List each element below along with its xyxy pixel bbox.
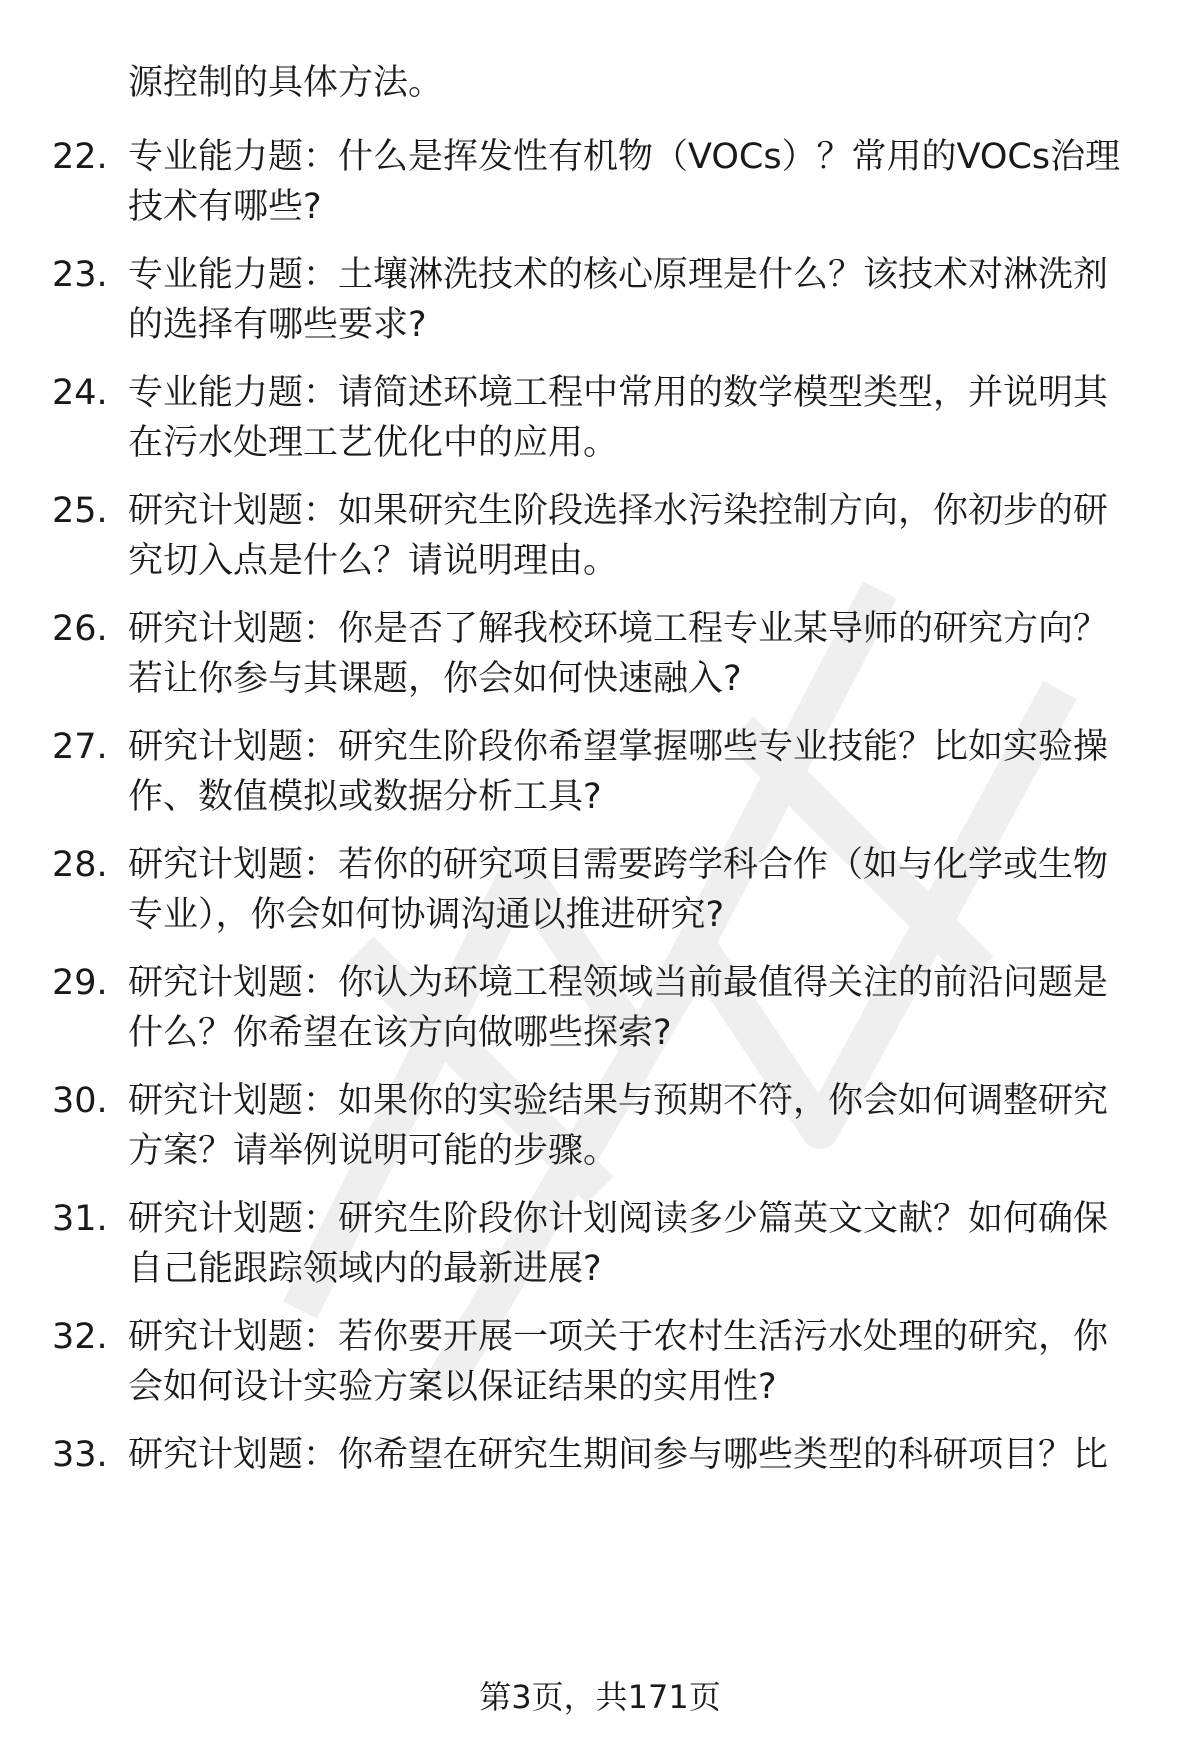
question-text-line: 研究计划题：研究生阶段你希望掌握哪些专业技能？比如实验操 bbox=[128, 727, 1109, 767]
question-number: 23. bbox=[52, 255, 108, 295]
question-number: 28. bbox=[52, 845, 108, 885]
question-text-line: 研究计划题：你认为环境工程领域当前最值得关注的前沿问题是 bbox=[128, 963, 1109, 1003]
question-text-line: 专业能力题：什么是挥发性有机物（VOCs）？常用的VOCs治理 bbox=[128, 137, 1121, 177]
question-number: 22. bbox=[52, 137, 108, 177]
question-text-line: 究切入点是什么？请说明理由。 bbox=[128, 541, 619, 581]
question-text-line: 研究计划题：研究生阶段你计划阅读多少篇英文文献？如何确保 bbox=[128, 1199, 1109, 1239]
question-text-line: 专业能力题：请简述环境工程中常用的数学模型类型，并说明其 bbox=[128, 373, 1109, 413]
question-text-line: 研究计划题：若你要开展一项关于农村生活污水处理的研究，你 bbox=[128, 1317, 1109, 1357]
question-text-line: 若让你参与其课题，你会如何快速融入? bbox=[128, 659, 742, 699]
question-text-line: 研究计划题：如果你的实验结果与预期不符，你会如何调整研究 bbox=[128, 1081, 1109, 1121]
question-text-line: 技术有哪些? bbox=[128, 187, 322, 227]
question-text-line: 自己能跟踪领域内的最新进展? bbox=[128, 1249, 602, 1289]
question-number: 33. bbox=[52, 1435, 108, 1475]
question-text-line: 在污水处理工艺优化中的应用。 bbox=[128, 423, 619, 463]
continuation-text: 源控制的具体方法。 bbox=[128, 63, 444, 103]
question-text-line: 作、数值模拟或数据分析工具? bbox=[128, 777, 602, 817]
question-number: 29. bbox=[52, 963, 108, 1003]
question-text-line: 什么？你希望在该方向做哪些探索? bbox=[128, 1013, 672, 1053]
question-text-line: 专业能力题：土壤淋洗技术的核心原理是什么？该技术对淋洗剂 bbox=[128, 255, 1109, 295]
question-text-line: 研究计划题：你希望在研究生期间参与哪些类型的科研项目？比 bbox=[128, 1435, 1109, 1475]
question-text-line: 方案？请举例说明可能的步骤。 bbox=[128, 1131, 619, 1171]
question-number: 26. bbox=[52, 609, 108, 649]
question-text-line: 研究计划题：你是否了解我校环境工程专业某导师的研究方向？ bbox=[128, 609, 1109, 649]
question-number: 30. bbox=[52, 1081, 108, 1121]
question-text-line: 研究计划题：若你的研究项目需要跨学科合作（如与化学或生物 bbox=[128, 845, 1109, 885]
question-number: 31. bbox=[52, 1199, 108, 1239]
question-number: 24. bbox=[52, 373, 108, 413]
question-text-line: 的选择有哪些要求? bbox=[128, 305, 427, 345]
question-text-line: 研究计划题：如果研究生阶段选择水污染控制方向，你初步的研 bbox=[128, 491, 1109, 531]
page-footer: 第3页，共171页 bbox=[479, 1678, 721, 1716]
question-text-line: 专业），你会如何协调沟通以推进研究? bbox=[128, 895, 725, 935]
question-number: 25. bbox=[52, 491, 108, 531]
question-number: 32. bbox=[52, 1317, 108, 1357]
question-number: 27. bbox=[52, 727, 108, 767]
question-text-line: 会如何设计实验方案以保证结果的实用性? bbox=[128, 1367, 777, 1407]
